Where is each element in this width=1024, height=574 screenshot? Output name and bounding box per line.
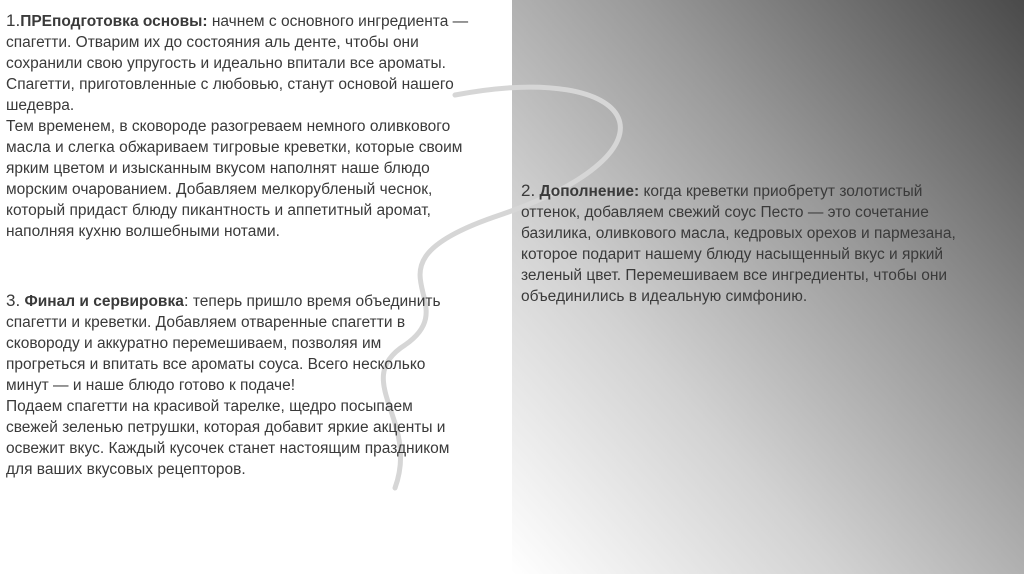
line: прогреться и впитать все ароматы соуса. Всего несколько bbox=[6, 356, 426, 373]
line: которое подарит нашему блюду насыщенный вкус и яркий bbox=[521, 246, 944, 263]
line: Тем временем, в сковороде разогреваем немного оливкового bbox=[6, 118, 451, 135]
section-number: 3. bbox=[6, 291, 21, 310]
line: зеленый цвет. Перемешиваем все ингредиенты, чтобы они bbox=[521, 267, 948, 284]
heading-colon: : bbox=[202, 13, 208, 30]
line: Спагетти, приготовленные с любовью, станут основой нашего bbox=[6, 76, 454, 93]
line: Подаем спагетти на красивой тарелке, щедро посыпаем bbox=[6, 398, 413, 415]
line bbox=[6, 10, 468, 32]
line: свежей зеленью петрушки, которая добавит яркие акценты и bbox=[6, 419, 446, 436]
section-final-serving bbox=[6, 290, 449, 480]
line bbox=[6, 290, 449, 312]
line: наполняя кухню волшебными нотами. bbox=[6, 223, 280, 240]
line: спагетти и креветки. Добавляем отваренные спагетти в bbox=[6, 314, 406, 331]
line: морским очарованием. Добавляем мелкорубленый чеснок, bbox=[6, 181, 433, 198]
heading-colon: : bbox=[183, 291, 189, 310]
line: сохранили свою упругость и идеально впитали все ароматы. bbox=[6, 55, 446, 72]
line: шедевра. bbox=[6, 97, 75, 114]
section-heading: Финал и сервировка bbox=[24, 293, 184, 310]
line-text: начнем с основного ингредиента — bbox=[207, 13, 469, 30]
section-number: 1. bbox=[6, 11, 21, 30]
line-text: когда креветки приобретут золотистый bbox=[639, 183, 923, 200]
line-text: теперь пришло время объединить bbox=[188, 293, 441, 310]
line: сковороду и аккуратно перемешиваем, позволяя им bbox=[6, 335, 382, 352]
line bbox=[521, 180, 956, 202]
section-heading: ПРЕподготовка основы bbox=[20, 13, 203, 30]
section-number: 2. bbox=[521, 181, 536, 200]
line: объединились в идеальную симфонию. bbox=[521, 288, 808, 305]
section-heading: Дополнение: bbox=[539, 183, 640, 200]
section-preparation bbox=[6, 10, 468, 242]
line: масла и слегка обжариваем тигровые креветки, которые своим bbox=[6, 139, 463, 156]
line: спагетти. Отварим их до состояния аль денте, чтобы они bbox=[6, 34, 419, 51]
line: оттенок, добавляем свежий соус Песто — это сочетание bbox=[521, 204, 929, 221]
line: базилика, оливкового масла, кедровых орехов и пармезана, bbox=[521, 225, 956, 242]
line: ярким цветом и изысканным вкусом наполнят наше блюдо bbox=[6, 160, 430, 177]
line: минут — и наше блюдо готово к подаче! bbox=[6, 377, 296, 394]
line: для ваших вкусовых рецепторов. bbox=[6, 461, 246, 478]
line: освежит вкус. Каждый кусочек станет настоящим праздником bbox=[6, 440, 450, 457]
line: который придаст блюду пикантность и аппетитный аромат, bbox=[6, 202, 431, 219]
section-addition bbox=[521, 180, 956, 307]
